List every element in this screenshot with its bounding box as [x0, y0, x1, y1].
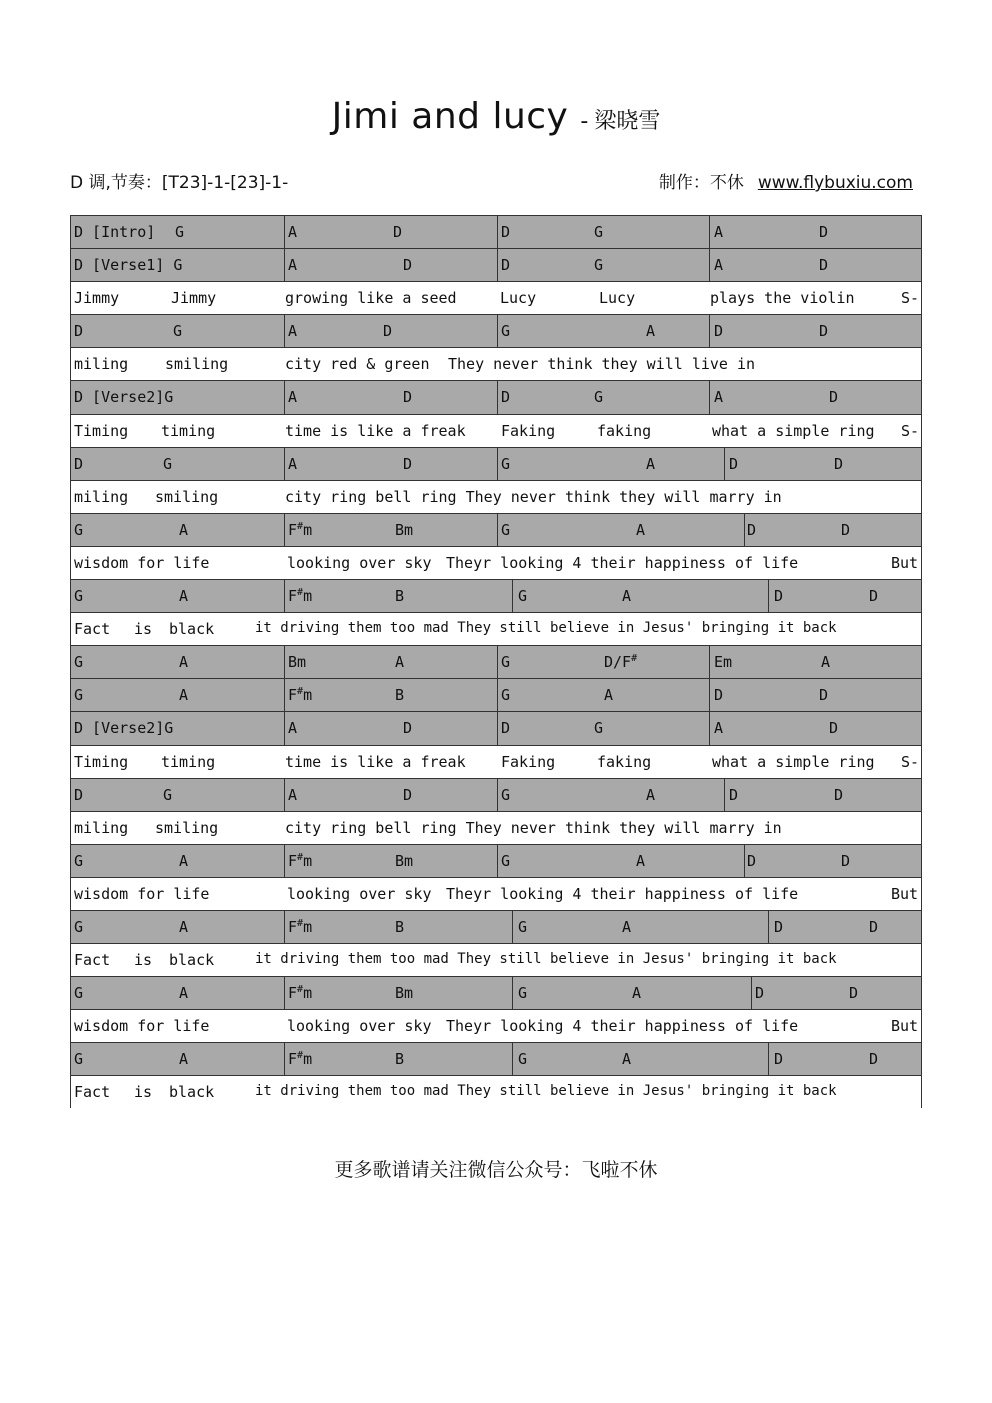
bar-line	[709, 216, 710, 248]
bar-line	[768, 580, 769, 612]
bar-line	[284, 977, 285, 1009]
lyric-text: city ring bell ring They never think they will marry in	[285, 818, 782, 837]
chord-symbol: D	[501, 256, 511, 275]
bar-line	[709, 249, 710, 281]
chord-symbol: G	[501, 653, 511, 672]
chord-symbol: G	[501, 520, 511, 539]
chord-symbol: A	[604, 686, 614, 705]
chord-symbol: D	[714, 322, 724, 341]
chord-symbol: A	[632, 984, 642, 1003]
maker-credit: 制作：不休	[658, 173, 744, 193]
chord-symbol: G	[175, 223, 185, 241]
chord-symbol: D	[501, 719, 511, 738]
lyric-text: plays the violin	[710, 289, 855, 308]
chord-symbol: Bm	[395, 851, 414, 870]
lyric-text: miling	[74, 355, 129, 374]
lyric-text: wisdom for life	[74, 884, 210, 903]
chord-row	[71, 977, 921, 1010]
lyric-text: time is like a freak	[285, 752, 466, 771]
chord-symbol: D [Verse2]G	[74, 388, 174, 407]
chord-row	[71, 315, 921, 348]
chord-row	[71, 845, 921, 878]
bar-line	[284, 712, 285, 744]
bar-line	[709, 646, 710, 678]
bar-line	[744, 845, 745, 877]
bar-line	[497, 315, 498, 347]
lyric-text: Fact	[74, 1083, 111, 1102]
artist-name: 梁晓雪	[594, 109, 661, 134]
bar-line	[284, 514, 285, 546]
chord-symbol: D	[755, 984, 765, 1003]
lyric-text: S-	[901, 752, 920, 771]
chord-symbol: D	[774, 1050, 784, 1069]
chord-symbol: G	[74, 587, 84, 606]
chord-symbol: D	[403, 388, 413, 407]
chord-row	[71, 1043, 921, 1076]
bar-line	[497, 779, 498, 811]
bar-line	[709, 381, 710, 413]
chord-symbol: G	[74, 686, 84, 705]
chord-symbol: A	[179, 686, 189, 705]
chord-symbol: G	[74, 1050, 84, 1069]
chord-symbol: A	[714, 256, 724, 275]
lyric-row	[71, 746, 921, 779]
chord-symbol: D [Verse1] G	[74, 256, 183, 275]
chord-symbol: A	[288, 719, 298, 738]
lyric-row	[71, 878, 921, 911]
bar-line	[284, 779, 285, 811]
bar-line	[284, 679, 285, 711]
chord-sheet-table	[70, 215, 922, 1108]
chord-symbol: G	[501, 851, 511, 870]
lyric-text: growing like a seed	[285, 289, 457, 308]
chord-symbol: D [Verse2]G	[74, 719, 174, 738]
lyric-text: Faking	[501, 421, 556, 440]
lyric-row	[71, 481, 921, 514]
bar-line	[497, 712, 498, 744]
bar-line	[284, 580, 285, 612]
lyric-text: Jimmy	[171, 289, 217, 308]
chord-symbol: A	[288, 454, 298, 473]
chord-symbol: D	[403, 785, 413, 804]
chord-symbol: D	[834, 785, 844, 804]
chord-symbol: A	[179, 653, 189, 672]
lyric-text: Theyr looking 4 their happiness of life	[446, 553, 799, 572]
lyric-text: city red & green	[285, 355, 430, 374]
chord-symbol: D	[729, 785, 739, 804]
lyric-text: what a simple ring	[712, 752, 875, 771]
bar-line	[768, 911, 769, 943]
chord-symbol: A	[395, 653, 405, 672]
chord-symbol: D	[819, 322, 829, 341]
lyric-row	[71, 944, 921, 977]
chord-row	[71, 448, 921, 481]
lyric-text: black	[169, 620, 215, 639]
lyric-text: Faking	[501, 752, 556, 771]
chord-row	[71, 216, 921, 249]
chord-symbol: D	[819, 686, 829, 705]
chord-symbol: G	[173, 322, 183, 341]
bar-line	[512, 911, 513, 943]
chord-symbol: A	[288, 322, 298, 341]
chord-symbol: D	[829, 719, 839, 738]
bar-line	[724, 448, 725, 480]
lyric-text: miling	[74, 487, 129, 506]
chord-symbol: D	[393, 223, 403, 241]
bar-line	[497, 249, 498, 281]
bar-line	[724, 779, 725, 811]
bar-line	[284, 381, 285, 413]
chord-symbol: D	[841, 851, 851, 870]
bar-line	[284, 216, 285, 248]
chord-symbol: G	[594, 256, 604, 275]
chord-symbol: A	[646, 322, 656, 341]
lyric-text: Timing	[74, 752, 129, 771]
chord-symbol: D	[74, 454, 84, 473]
lyric-text: looking over sky	[287, 884, 432, 903]
chord-symbol: D	[747, 520, 757, 539]
chord-symbol: A	[179, 1050, 189, 1069]
lyric-row	[71, 282, 921, 315]
chord-symbol: G	[594, 223, 604, 241]
lyric-text: But	[891, 884, 919, 903]
chord-row	[71, 381, 921, 414]
chord-symbol: F#m	[288, 917, 313, 936]
bar-line	[497, 646, 498, 678]
bar-line	[512, 977, 513, 1009]
chord-symbol: D/F#	[604, 653, 638, 672]
chord-symbol: Bm	[288, 653, 307, 672]
chord-symbol: D	[829, 388, 839, 407]
chord-symbol: D	[819, 223, 829, 241]
chord-symbol: A	[646, 785, 656, 804]
lyric-text: wisdom for life	[74, 553, 210, 572]
chord-symbol: D	[501, 388, 511, 407]
lyric-text: But	[891, 553, 919, 572]
lyric-row	[71, 415, 921, 448]
lyric-text: Lucy	[599, 289, 636, 308]
lyric-text: Theyr looking 4 their happiness of life	[446, 884, 799, 903]
bar-line	[284, 315, 285, 347]
chord-symbol: G	[594, 388, 604, 407]
lyric-text: S-	[901, 421, 920, 440]
footer-note: 更多歌谱请关注微信公众号：飞啦不休	[334, 1159, 658, 1181]
lyric-row	[71, 812, 921, 845]
chord-symbol: A	[622, 917, 632, 936]
lyric-row	[71, 613, 921, 646]
lyric-row	[71, 1010, 921, 1043]
chord-symbol: F#m	[288, 1050, 313, 1069]
chord-symbol: D	[403, 256, 413, 275]
chord-symbol: G	[74, 917, 84, 936]
bar-line	[497, 679, 498, 711]
chord-row	[71, 679, 921, 712]
chord-row	[71, 646, 921, 679]
chord-symbol: A	[179, 587, 189, 606]
chord-symbol: D	[501, 223, 511, 241]
song-title: Jimi and lucy	[331, 96, 569, 137]
lyric-text: time is like a freak	[285, 421, 466, 440]
lyric-text: Fact	[74, 620, 111, 639]
lyric-text: Fact	[74, 951, 111, 970]
chord-symbol: A	[636, 520, 646, 539]
chord-symbol: A	[179, 851, 189, 870]
lyric-text: it driving them too mad They still believe in Jesus' bringing it back	[255, 620, 837, 637]
chord-symbol: G	[74, 851, 84, 870]
chord-symbol: A	[714, 719, 724, 738]
chord-symbol: A	[646, 454, 656, 473]
lyric-text: miling	[74, 818, 129, 837]
chord-symbol: A	[821, 653, 831, 672]
chord-symbol: G	[163, 785, 173, 804]
lyric-text: Timing	[74, 421, 129, 440]
chord-symbol: F#m	[288, 686, 313, 705]
lyric-text: smiling	[155, 818, 219, 837]
chord-symbol: D	[74, 322, 84, 341]
lyric-text: black	[169, 951, 215, 970]
chord-symbol: A	[179, 917, 189, 936]
chord-symbol: G	[501, 454, 511, 473]
bar-line	[512, 580, 513, 612]
chord-symbol: B	[395, 587, 405, 606]
bar-line	[284, 1043, 285, 1075]
lyric-text: But	[891, 1017, 919, 1036]
bar-line	[709, 712, 710, 744]
key-rhythm-info: D 调,节奏：[T23]-1-[23]-1-	[70, 173, 289, 193]
lyric-text: is	[134, 620, 153, 639]
chord-symbol: A	[622, 1050, 632, 1069]
chord-symbol: D	[869, 587, 879, 606]
chord-symbol: D	[869, 917, 879, 936]
lyric-text: is	[134, 951, 153, 970]
bar-line	[497, 381, 498, 413]
lyric-text: timing	[161, 421, 216, 440]
bar-line	[284, 911, 285, 943]
lyric-text: Lucy	[500, 289, 537, 308]
title-separator: -	[580, 109, 589, 134]
chord-symbol: A	[288, 256, 298, 275]
chord-symbol: D	[403, 719, 413, 738]
lyric-text: faking	[597, 752, 652, 771]
bar-line	[751, 977, 752, 1009]
chord-symbol: D	[774, 587, 784, 606]
chord-row	[71, 249, 921, 282]
bar-line	[709, 315, 710, 347]
bar-line	[497, 845, 498, 877]
chord-symbol: D	[849, 984, 859, 1003]
chord-row	[71, 779, 921, 812]
chord-symbol: D	[841, 520, 851, 539]
chord-symbol: A	[179, 520, 189, 539]
chord-symbol: G	[163, 454, 173, 473]
lyric-text: it driving them too mad They still believe in Jesus' bringing it back	[255, 1083, 837, 1100]
lyric-text: They never think they will live in	[448, 355, 756, 374]
chord-symbol: G	[518, 587, 528, 606]
lyric-text: Theyr looking 4 their happiness of life	[446, 1017, 799, 1036]
lyric-text: black	[169, 1083, 215, 1102]
lyric-text: Jimmy	[74, 289, 120, 308]
chord-row	[71, 911, 921, 944]
chord-symbol: D	[383, 322, 393, 341]
chord-symbol: Em	[714, 653, 733, 672]
chord-symbol: G	[501, 785, 511, 804]
bar-line	[512, 1043, 513, 1075]
chord-row	[71, 580, 921, 613]
chord-symbol: D [Intro]	[74, 223, 156, 241]
bar-line	[709, 679, 710, 711]
lyric-text: city ring bell ring They never think they will marry in	[285, 487, 782, 506]
chord-symbol: G	[518, 917, 528, 936]
lyric-text: what a simple ring	[712, 421, 875, 440]
lyric-text: wisdom for life	[74, 1017, 210, 1036]
chord-symbol: G	[74, 520, 84, 539]
chord-symbol: G	[594, 719, 604, 738]
chord-row	[71, 712, 921, 745]
chord-symbol: B	[395, 1050, 405, 1069]
bar-line	[768, 1043, 769, 1075]
chord-symbol: D	[74, 785, 84, 804]
lyric-row	[71, 1076, 921, 1109]
bar-line	[744, 514, 745, 546]
chord-symbol: G	[518, 984, 528, 1003]
chord-symbol: F#m	[288, 520, 313, 539]
chord-symbol: Bm	[395, 984, 414, 1003]
chord-symbol: G	[74, 653, 84, 672]
chord-symbol: D	[834, 454, 844, 473]
chord-symbol: A	[288, 223, 298, 241]
chord-symbol: A	[179, 984, 189, 1003]
chord-symbol: G	[501, 322, 511, 341]
lyric-text: looking over sky	[287, 553, 432, 572]
chord-symbol: A	[288, 785, 298, 804]
chord-symbol: D	[774, 917, 784, 936]
chord-symbol: A	[288, 388, 298, 407]
lyric-text: smiling	[155, 487, 219, 506]
chord-symbol: D	[714, 686, 724, 705]
chord-symbol: B	[395, 917, 405, 936]
lyric-text: timing	[161, 752, 216, 771]
bar-line	[284, 845, 285, 877]
bar-line	[497, 514, 498, 546]
lyric-text: it driving them too mad They still believe in Jesus' bringing it back	[255, 951, 837, 968]
lyric-text: faking	[597, 421, 652, 440]
song-title-block	[0, 96, 992, 137]
bar-line	[284, 249, 285, 281]
chord-symbol: A	[714, 388, 724, 407]
chord-symbol: G	[501, 686, 511, 705]
chord-symbol: D	[403, 454, 413, 473]
lyric-text: looking over sky	[287, 1017, 432, 1036]
lyric-row	[71, 547, 921, 580]
credits	[659, 168, 913, 193]
lyric-text: S-	[901, 289, 920, 308]
lyric-text: smiling	[165, 355, 229, 374]
bar-line	[284, 646, 285, 678]
chord-symbol: D	[747, 851, 757, 870]
chord-symbol: F#m	[288, 587, 313, 606]
lyric-text: is	[134, 1083, 153, 1102]
bar-line	[284, 448, 285, 480]
chord-symbol: B	[395, 686, 405, 705]
chord-row	[71, 514, 921, 547]
bar-line	[497, 216, 498, 248]
lyric-row	[71, 348, 921, 381]
chord-symbol: F#m	[288, 984, 313, 1003]
chord-symbol: Bm	[395, 520, 414, 539]
website-link[interactable]: www.flybuxiu.com	[757, 173, 913, 193]
chord-symbol: G	[518, 1050, 528, 1069]
bar-line	[497, 448, 498, 480]
chord-symbol: F#m	[288, 851, 313, 870]
chord-symbol: A	[714, 223, 724, 241]
chord-symbol: G	[74, 984, 84, 1003]
chord-symbol: A	[636, 851, 646, 870]
chord-symbol: D	[729, 454, 739, 473]
chord-symbol: D	[819, 256, 829, 275]
chord-symbol: A	[622, 587, 632, 606]
chord-symbol: D	[869, 1050, 879, 1069]
